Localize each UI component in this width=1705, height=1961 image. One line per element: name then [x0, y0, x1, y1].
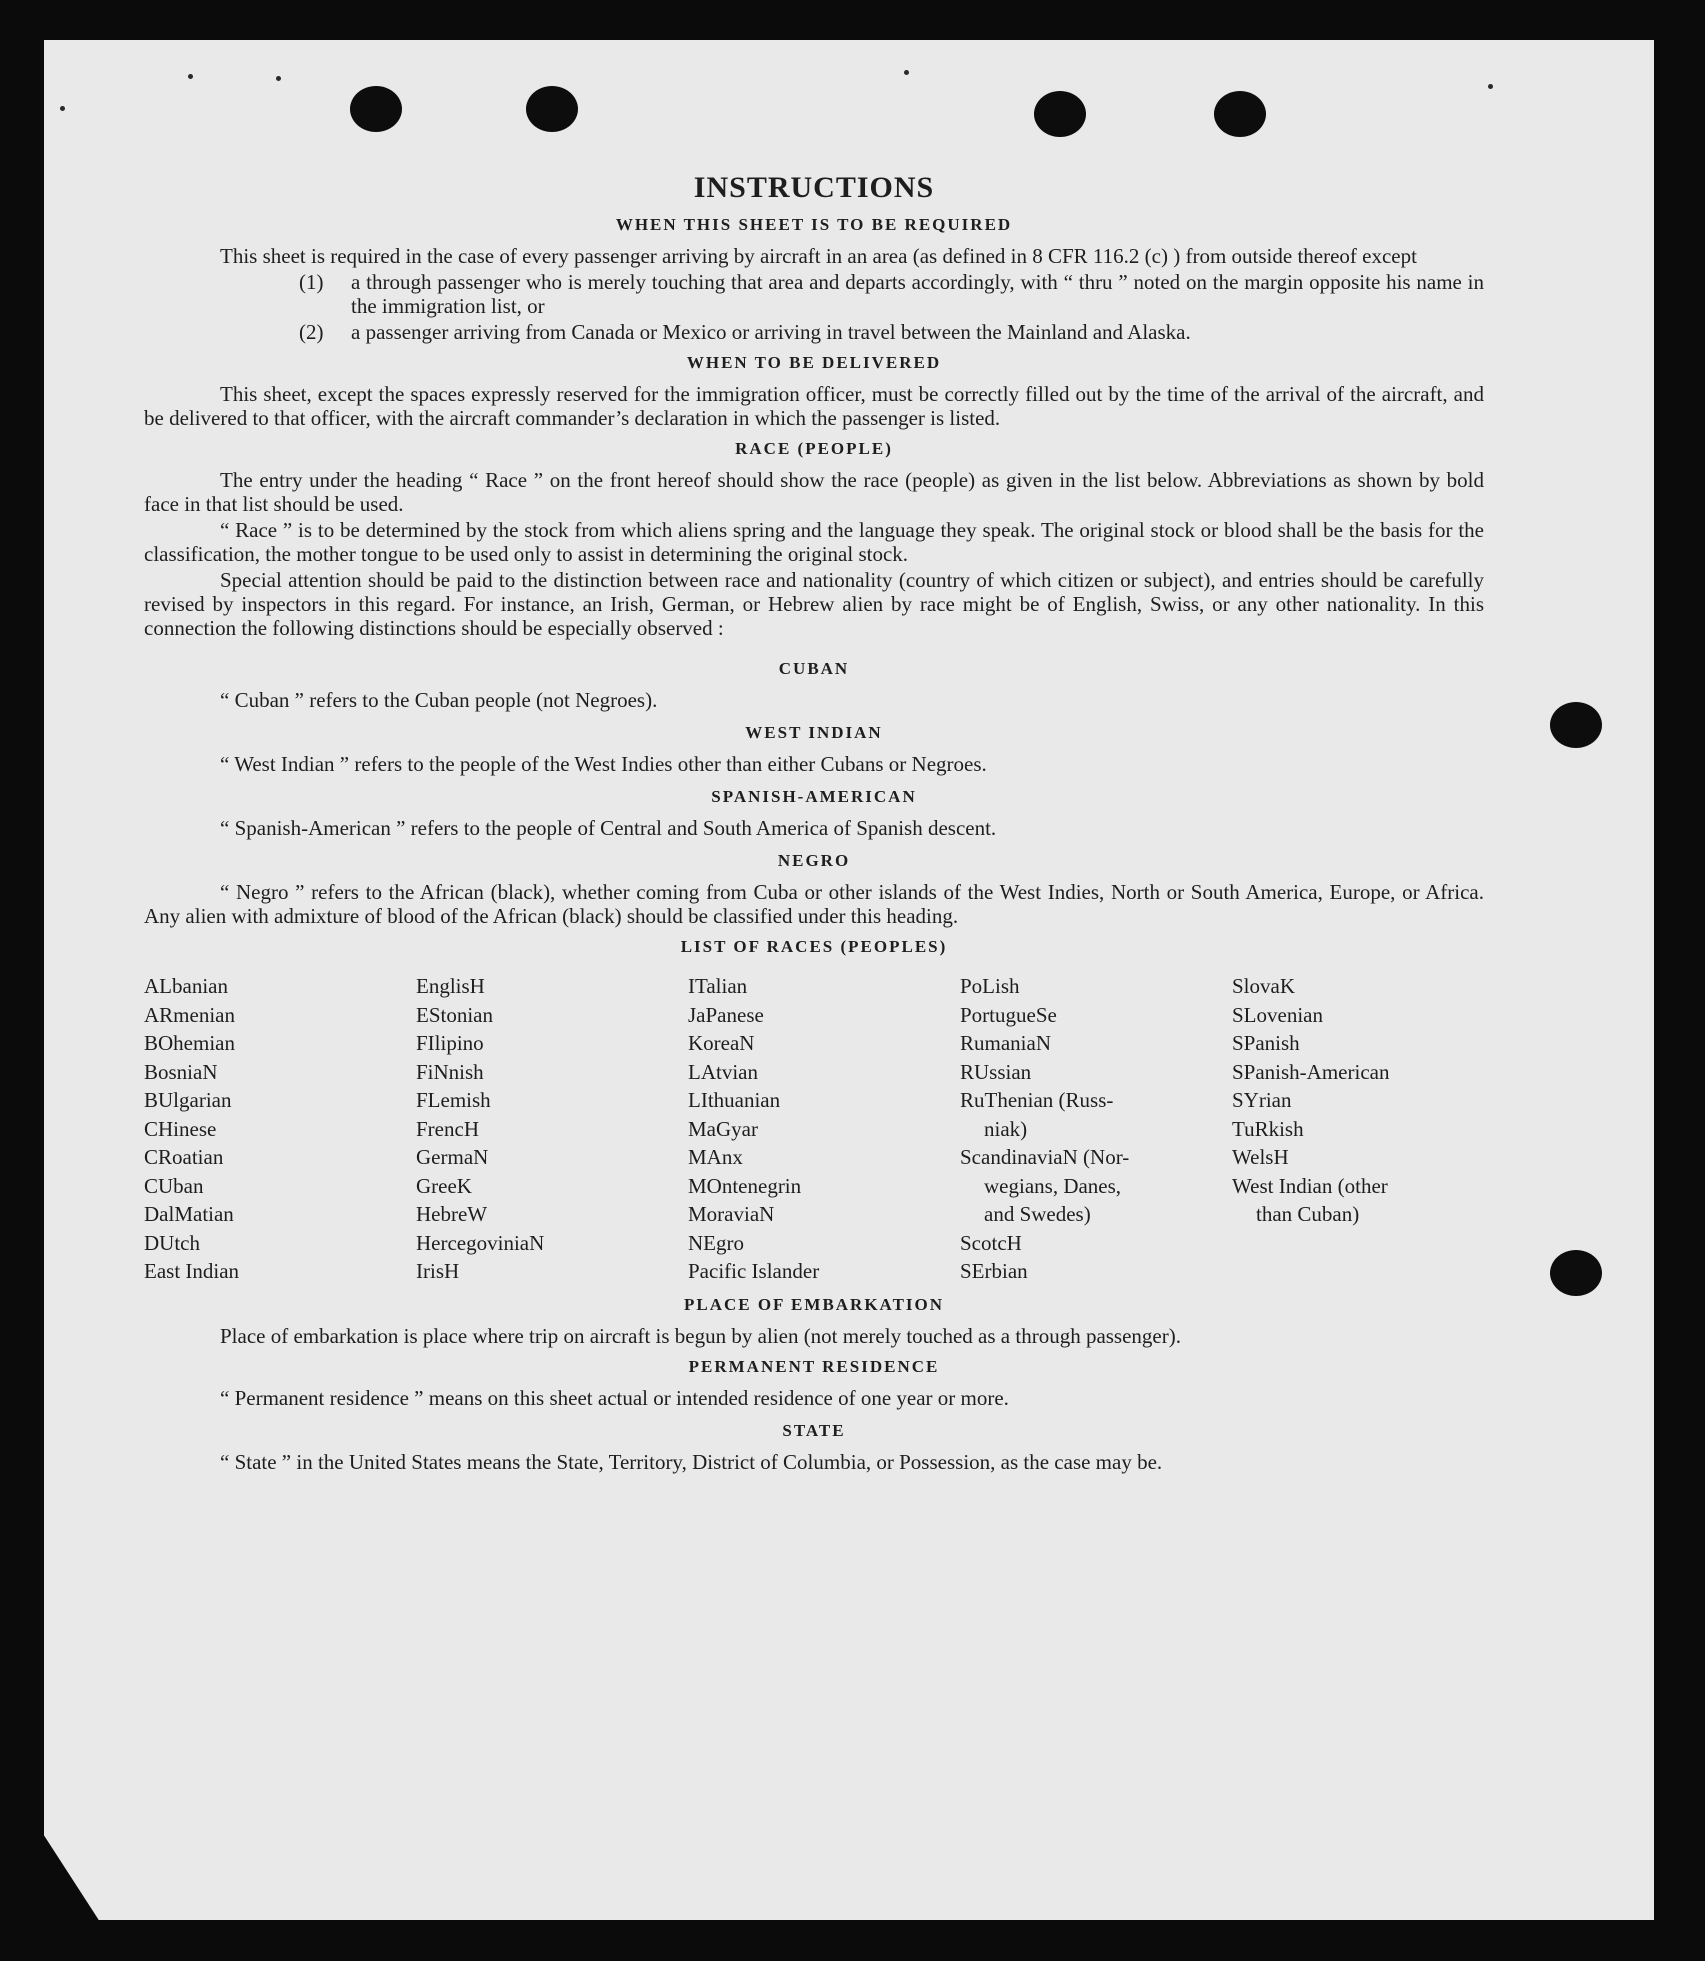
- race-item: BUlgarian: [144, 1088, 232, 1112]
- paragraph-negro: “ Negro ” refers to the African (black), whether coming from Cuba or other islands of the West Indies, North or South America, Europe, or Africa. Any alien with admixture of blood of the African (black) should be classified under this heading.: [144, 880, 1484, 928]
- races-column-2: [416, 972, 688, 1286]
- item-number: (1): [299, 270, 324, 294]
- paragraph-delivered: This sheet, except the spaces expressly reserved for the immigration officer, must be correctly filled out by the time of the arrival of the aircraft, and be delivered to that officer, with the aircraft commander’s declaration in which the passenger is listed.: [144, 382, 1484, 430]
- heading-list-of-races: LIST OF RACES (PEOPLES): [680, 937, 948, 956]
- punch-hole: [1550, 1250, 1602, 1296]
- speck: [1488, 84, 1493, 89]
- race-item: West Indian (other: [1232, 1173, 1388, 1198]
- race-item: ScotcH: [960, 1230, 1022, 1255]
- heading-race: RACE (PEOPLE): [735, 439, 893, 458]
- race-item: DUtch: [144, 1230, 200, 1255]
- race-item: PortugueSe: [960, 1002, 1057, 1027]
- race-item: Pacific Islander: [688, 1259, 820, 1283]
- heading-residence: PERMANENT RESIDENCE: [688, 1356, 940, 1376]
- races-column-1: [144, 972, 416, 1286]
- race-item: SYrian: [1232, 1088, 1292, 1112]
- race-item: MoraviaN: [688, 1202, 775, 1226]
- race-item: DalMatian: [144, 1202, 234, 1226]
- list-item: [299, 270, 1484, 318]
- race-item: TuRkish: [1232, 1116, 1304, 1141]
- paragraph-west-indian: “ West Indian ” refers to the people of the West Indies other than either Cubans or Negroes.: [220, 752, 987, 776]
- race-item: IrisH: [416, 1259, 460, 1283]
- page-title: INSTRUCTIONS: [693, 171, 935, 204]
- race-item: SLovenian: [1232, 1002, 1323, 1027]
- race-item: MOntenegrin: [688, 1173, 802, 1198]
- speck: [276, 76, 281, 81]
- race-item: CUban: [144, 1173, 204, 1198]
- race-item: ARmenian: [144, 1002, 235, 1027]
- race-item: RUssian: [960, 1059, 1032, 1084]
- paragraph-required: This sheet is required in the case of every passenger arriving by aircraft in an area (as defined in 8 CFR 116.2 (c) ) from outside thereof except: [220, 244, 1417, 268]
- speck: [904, 70, 909, 75]
- race-item: LIthuanian: [688, 1088, 781, 1112]
- race-item: KoreaN: [688, 1031, 755, 1055]
- paragraph-race-1: The entry under the heading “ Race ” on the front hereof should show the race (people) as given in the list below. Abbreviations as shown by bold face in that list should be used.: [144, 468, 1484, 516]
- race-item: RuThenian (Russ-: [960, 1088, 1114, 1112]
- races-column-5: [1232, 972, 1484, 1286]
- race-item: HercegoviniaN: [416, 1230, 545, 1255]
- punch-hole: [1550, 702, 1602, 748]
- race-item: East Indian: [144, 1259, 240, 1283]
- race-item: and Swedes): [984, 1202, 1091, 1226]
- race-item: JaPanese: [688, 1002, 764, 1027]
- paragraph-residence: “ Permanent residence ” means on this sheet actual or intended residence of one year or more.: [220, 1385, 1009, 1410]
- heading-spanish-american: SPANISH-AMERICAN: [711, 787, 917, 806]
- race-item: than Cuban): [1256, 1202, 1360, 1226]
- race-item: FLemish: [416, 1088, 491, 1112]
- paragraph-race-2: “ Race ” is to be determined by the stock from which aliens spring and the language they speak. The original stock or blood shall be the basis for the classification, the mother tongue to be used only to assist in determining the original stock.: [144, 518, 1484, 566]
- race-item: MAnx: [688, 1145, 743, 1169]
- race-item: NEgro: [688, 1230, 744, 1255]
- paragraph-state: “ State ” in the United States means the State, Territory, District of Columbia, or Possession, as the case may be.: [220, 1449, 1163, 1474]
- race-item: FIlipino: [416, 1031, 484, 1055]
- heading-state: STATE: [782, 1420, 846, 1440]
- race-item: SPanish-American: [1232, 1059, 1390, 1084]
- paragraph-embarkation: Place of embarkation is place where trip on aircraft is begun by alien (not merely touched as a through passenger).: [220, 1323, 1181, 1348]
- race-item: EStonian: [416, 1002, 493, 1027]
- heading-west-indian: WEST INDIAN: [745, 723, 883, 742]
- speck: [60, 106, 65, 111]
- paragraph-spanish-american: “ Spanish-American ” refers to the people of Central and South America of Spanish descent.: [220, 816, 997, 840]
- race-item: CRoatian: [144, 1145, 224, 1169]
- list-item: [299, 320, 1484, 344]
- race-item: BOhemian: [144, 1031, 235, 1055]
- heading-negro: NEGRO: [777, 851, 851, 870]
- race-item: RumaniaN: [960, 1031, 1051, 1055]
- heading-embarkation: PLACE OF EMBARKATION: [683, 1294, 945, 1314]
- race-item: PoLish: [960, 974, 1020, 998]
- race-item: ALbanian: [144, 974, 228, 998]
- race-item: CHinese: [144, 1116, 217, 1141]
- item-text: a through passenger who is merely touching that area and departs accordingly, with “ thru ” noted on the margin opposite his name in the immigration list, or: [351, 270, 1484, 318]
- race-item: wegians, Danes,: [984, 1173, 1122, 1198]
- race-item: LAtvian: [688, 1059, 758, 1084]
- item-number: (2): [299, 320, 324, 344]
- document-content: [144, 126, 1484, 1476]
- race-item: GreeK: [416, 1173, 472, 1198]
- race-item: SErbian: [960, 1259, 1028, 1283]
- races-column-4: [960, 972, 1232, 1286]
- race-item: SPanish: [1232, 1031, 1300, 1055]
- race-item: niak): [984, 1116, 1028, 1141]
- races-column-3: [688, 972, 960, 1286]
- race-item: MaGyar: [688, 1116, 758, 1141]
- races-list: [144, 972, 1484, 1286]
- race-item: FrencH: [416, 1116, 479, 1141]
- item-text: a passenger arriving from Canada or Mexico or arriving in travel between the Mainland and Alaska.: [351, 320, 1191, 344]
- race-item: ScandinaviaN (Nor-: [960, 1145, 1130, 1169]
- race-item: GermaN: [416, 1145, 489, 1169]
- race-item: SlovaK: [1232, 974, 1295, 998]
- race-item: EnglisH: [416, 974, 485, 998]
- race-item: FiNnish: [416, 1059, 484, 1084]
- heading-cuban: CUBAN: [778, 659, 850, 678]
- race-item: WelsH: [1232, 1145, 1289, 1169]
- race-item: HebreW: [416, 1202, 488, 1226]
- paragraph-race-3: Special attention should be paid to the distinction between race and nationality (country of which citizen or subject), and entries should be carefully revised by inspectors in this regard. For instance, an Irish, German, or Hebrew alien by race might be of English, Swiss, or any other nationality. In this connection the following distinctions should be especially observed :: [144, 568, 1484, 640]
- heading-delivered: WHEN TO BE DELIVERED: [686, 353, 942, 372]
- race-item: ITalian: [688, 974, 748, 998]
- heading-required: WHEN THIS SHEET IS TO BE REQUIRED: [615, 215, 1013, 234]
- race-item: BosniaN: [144, 1059, 218, 1084]
- paragraph-cuban: “ Cuban ” refers to the Cuban people (not Negroes).: [220, 688, 658, 712]
- speck: [188, 74, 193, 79]
